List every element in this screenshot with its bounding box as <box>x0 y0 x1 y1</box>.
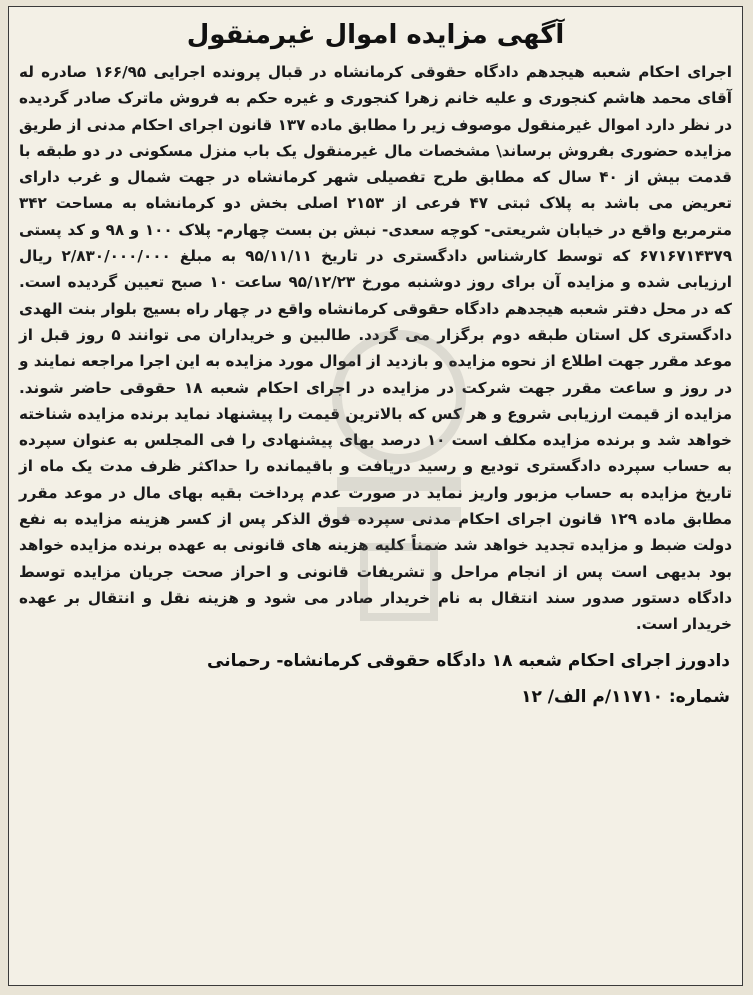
notice-body: اجرای احکام شعبه هیجدهم دادگاه حقوقی کرمانشاه در قبال پرونده اجرایی ۱۶۶/۹۵ صادره له آقای محمد هاشم کنجوری و علیه خانم زهرا کنجوری و غیره حکم به فروش ماترک صادر گردیده در نظر دارد اموال غیرمنقول موصوف زیر را مطابق ماده ۱۳۷ قانون اجرای احکام مدنی از طریق مزایده حضوری بفروش برساند\ مشخصات مال غیرمنقول یک باب منزل مسکونی در دو طبقه با قدمت بیش از ۴۰ سال که مطابق طرح تفصیلی شهر کرمانشاه در جهت شمال و غرب دارای تعریض می باشد به پلاک ثبتی ۴۷ فرعی از ۲۱۵۳ اصلی بخش دو کرمانشاه به مساحت ۳۴۲ مترمربع واقع در خیابان شریعتی- کوچه سعدی- نبش بن بست چهارم- پلاک ۱۰۰ و ۹۸ و کد پستی ۶۷۱۶۷۱۴۳۷۹ که توسط کارشناس دادگستری در تاریخ ۹۵/۱۱/۱۱ به مبلغ ۲/۸۳۰/۰۰۰/۰۰۰ ریال ارزیابی شده و مزایده آن برای روز دوشنبه مورخ ۹۵/۱۲/۲۳ ساعت ۱۰ صبح تعیین گردیده است. که در محل دفتر شعبه هیجدهم دادگاه حقوقی کرمانشاه واقع در چهار راه بسیج بلوار بنت الهدی دادگستری کل استان طبقه دوم برگزار می گردد. طالبین و خریداران می توانند ۵ روز قبل از موعد مقرر جهت اطلاع از نحوه مزایده و بازدید از اموال مورد مزایده به این اجرا مراجعه نمایند و در روز و ساعت مقرر جهت شرکت در مزایده در اجرای احکام شعبه ۱۸ حقوقی حاضر شوند. مزایده از قیمت ارزیابی شروع و هر کس که بالاترین قیمت را پیشنهاد نماید برنده مزایده شناخته خواهد شد و برنده مزایده مکلف است ۱۰ درصد بهای پیشنهادی را فی المجلس به عنوان سپرده به حساب سپرده دادگستری تودیع و رسید دریافت و باقیمانده را حداکثر ظرف مدت یک ماه از تاریخ مزایده به حساب مزبور واریز نماید در صورت عدم پرداخت بقیه بهای مال در موعد مقرر مطابق ماده ۱۲۹ قانون اجرای احکام مدنی سپرده فوق الذکر پس از کسر هزینه مزایده به نفع دولت ضبط و مزایده تجدید خواهد شد ضمناً کلیه هزینه های قانونی به عهده برنده مزایده خواهد بود بدیهی است پس از انجام مراحل و تشریفات قانونی و احراز صحت جریان مزایده توسط دادگاه دستور صدور سند انتقال به نام خریدار صادر می شود و هزینه نقل و انتقال بر عهده خریدار است. <box>19 63 733 634</box>
notice-title: آگهی مزایده اموال غیرمنقول <box>186 20 565 50</box>
notice-signature: دادورز اجرای احکام شعبه ۱۸ دادگاه حقوقی کرمانشاه- رحمانی <box>207 650 730 671</box>
notice-number: شماره: ۱۱۷۱۰/م الف/ ۱۲ <box>521 686 730 707</box>
auction-notice <box>8 6 743 986</box>
